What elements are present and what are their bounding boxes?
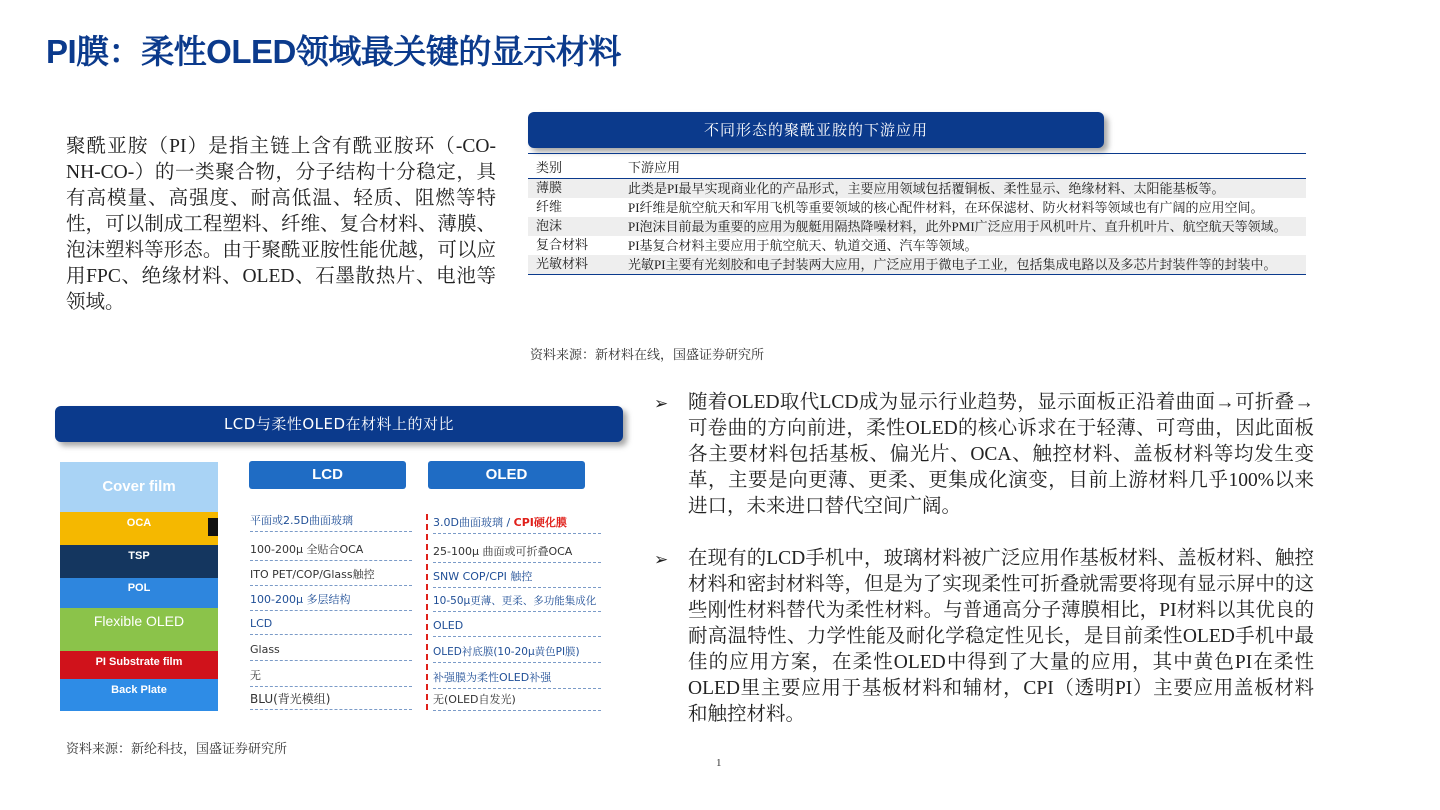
- table-header-row: [528, 154, 1306, 179]
- lcd-cell: Glass: [250, 640, 412, 661]
- oled-column-header: OLED: [428, 461, 585, 489]
- table-cell-application: PI泡沫目前最为重要的应用为舰艇用隔热降噪材料，此外PMI广泛应用于风机叶片、直升机叶片、航空航天等领域。: [620, 217, 1306, 236]
- layer-flexible-oled: [60, 608, 218, 651]
- table-row: [528, 236, 1306, 255]
- table-header-application: 下游应用: [620, 154, 1306, 179]
- oled-cell: OLED衬底膜(10-20μ黄色PI膜): [433, 642, 601, 663]
- table-source-note: 资料来源：新材料在线，国盛证券研究所: [530, 347, 765, 362]
- oled-cell: 25-100μ 曲面或可折叠OCA: [433, 542, 601, 563]
- oled-cell: SNW COP/CPI 触控: [433, 567, 601, 588]
- table-header-category: 类别: [528, 154, 620, 179]
- layer-label: POL: [127, 582, 151, 594]
- layer-pi-substrate: [60, 651, 218, 679]
- layer-label: Cover film: [102, 478, 176, 495]
- table-cell-application: 此类是PI最早实现商业化的产品形式，主要应用领域包括覆铜板、柔性显示、绝缘材料、太阳能基板等。: [620, 179, 1306, 199]
- table-banner: 不同形态的聚酰亚胺的下游应用: [528, 112, 1104, 148]
- oled-layer-stack: [60, 462, 218, 711]
- bullet-text: 在现有的LCD手机中，玻璃材料被广泛应用作基板材料、盖板材料、触控材料和密封材料等，但是为了实现柔性可折叠就需要将现有显示屏中的这些刚性材料替代为柔性材料。与普通高分子薄膜相比，PI材料以其优良的耐高温特性、力学性能及耐化学稳定性见长，是目前柔性OLED手机中最佳的应用方案，在柔性OLED中得到了大量的应用，其中黄色PI在柔性OLED里主要应用于基板材料和辅材，CPI（透明PI）主要应用盖板材料和触控材料。: [688, 548, 1314, 725]
- bullet-list: [654, 390, 1314, 754]
- layer-cover-film: [60, 462, 218, 512]
- compare-source-note: 资料来源：新纶科技，国盛证券研究所: [66, 741, 288, 756]
- lcd-cell: 无: [250, 666, 412, 687]
- layer-oca: [60, 512, 218, 545]
- oca-marker: [208, 518, 218, 536]
- layer-label: TSP: [128, 550, 150, 562]
- lcd-cell: BLU(背光模组): [250, 689, 412, 710]
- arrow-bullet-icon: ➢: [654, 394, 669, 414]
- table-cell-category: 复合材料: [536, 238, 589, 253]
- layer-label: PI Substrate film: [95, 656, 183, 668]
- layer-pol: [60, 578, 218, 608]
- table-row: [528, 217, 1306, 236]
- layer-tsp: [60, 545, 218, 578]
- table-cell-category: 纤维: [536, 200, 563, 215]
- oled-divider: [426, 514, 430, 710]
- lcd-cell: 100-200μ 多层结构: [250, 590, 412, 611]
- page-number: 1: [716, 757, 722, 769]
- lcd-cell: 平面或2.5D曲面玻璃: [250, 511, 412, 532]
- oled-cell-text: 3.0D曲面玻璃 /: [433, 516, 514, 529]
- bullet-text: 随着OLED取代LCD成为显示行业趋势，显示面板正沿着曲面→可折叠→可卷曲的方向前进，柔性OLED的核心诉求在于轻薄、可弯曲，因此面板各主要材料包括基板、偏光片、OCA、触控材料、盖板材料等均发生变革，主要是向更薄、更柔、更集成化演变，目前上游材料几乎100%以来进口，未来进口替代空间广阔。: [688, 392, 1314, 517]
- lcd-cell: LCD: [250, 614, 412, 635]
- oled-cell: 补强膜为柔性OLED补强: [433, 668, 601, 689]
- intro-paragraph: 聚酰亚胺（PI）是指主链上含有酰亚胺环（-CO-NH-CO-）的一类聚合物，分子结构十分稳定，具有高模量、高强度、耐高低温、轻质、阻燃等特性，可以制成工程塑料、纤维、复合材料、薄膜、泡沫塑料等形态。由于聚酰亚胺性能优越，可以应用FPC、绝缘材料、OLED、石墨散热片、电池等领域。: [66, 136, 496, 313]
- table-cell-application: 光敏PI主要有光刻胶和电子封装两大应用，广泛应用于微电子工业，包括集成电路以及多芯片封装件等的封装中。: [620, 255, 1306, 275]
- table-cell-category: 薄膜: [528, 179, 620, 199]
- table-row: [528, 198, 1306, 217]
- layer-label: Back Plate: [111, 684, 167, 696]
- table-row: [528, 179, 1306, 199]
- oled-cell: 10-50μ更薄、更柔、多功能集成化: [433, 591, 601, 612]
- oled-cell: [433, 513, 601, 534]
- oled-cell: 无(OLED自发光): [433, 690, 601, 711]
- compare-banner: LCD与柔性OLED在材料上的对比: [55, 406, 623, 442]
- table-cell-application: PI纤维是航空航天和军用飞机等重要领域的核心配件材料，在环保滤材、防火材料等领域也有广阔的应用空间。: [628, 200, 1264, 215]
- page-title: PI膜：柔性OLED领域最关键的显示材料: [46, 33, 621, 70]
- lcd-cell: 100-200μ 全贴合OCA: [250, 540, 412, 561]
- arrow-bullet-icon: ➢: [654, 550, 669, 570]
- table-row: [528, 255, 1306, 275]
- lcd-cell: ITO PET/COP/Glass触控: [250, 565, 412, 586]
- bullet-item: [654, 546, 1314, 728]
- lcd-column-header: LCD: [249, 461, 406, 489]
- oled-cell-highlight: CPI硬化膜: [513, 516, 567, 529]
- table-cell-category: 泡沫: [528, 217, 620, 236]
- downstream-table: [528, 153, 1306, 275]
- layer-back-plate: [60, 679, 218, 711]
- layer-label: OCA: [126, 517, 152, 529]
- bullet-item: [654, 390, 1314, 520]
- table-cell-category: 光敏材料: [528, 255, 620, 275]
- layer-label: Flexible OLED: [93, 613, 185, 629]
- table-cell-application: PI基复合材料主要应用于航空航天、轨道交通、汽车等领域。: [628, 238, 978, 253]
- oled-cell: OLED: [433, 616, 601, 637]
